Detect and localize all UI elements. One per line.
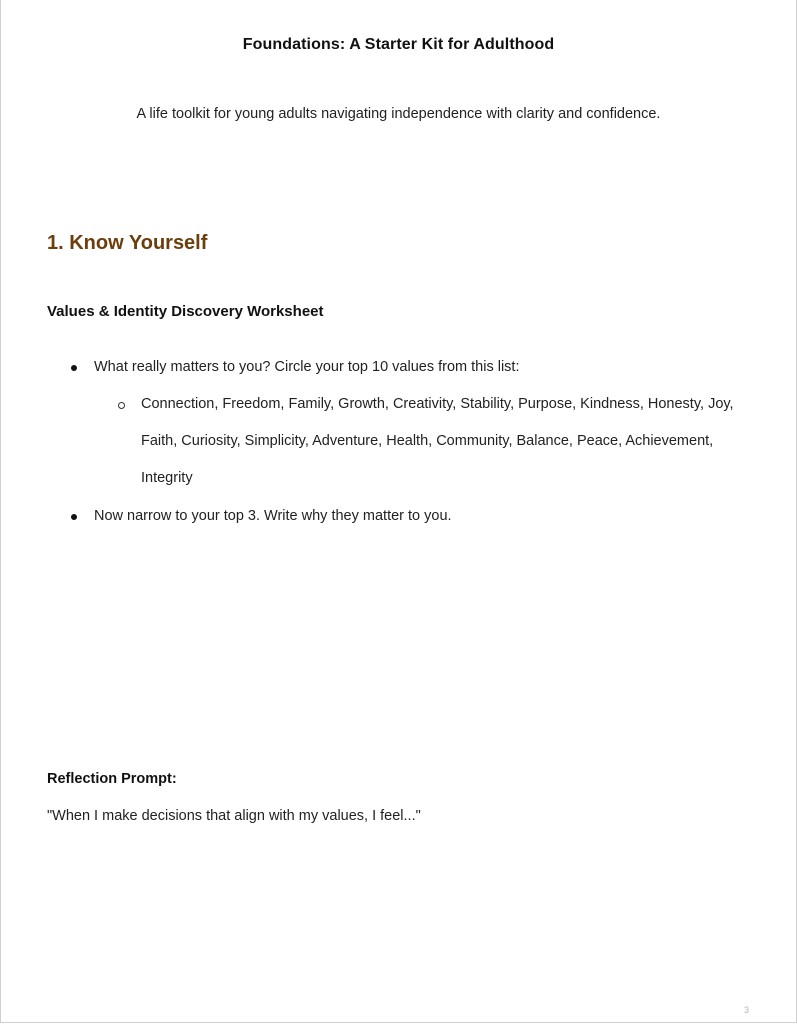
bullet-text: What really matters to you? Circle your top 10 values from this list: — [94, 359, 520, 375]
document-title: Foundations: A Starter Kit for Adulthood — [242, 36, 555, 53]
reflection-heading: Reflection Prompt: — [47, 771, 177, 787]
bullet-icon — [71, 365, 77, 371]
bullet-text: Now narrow to your top 3. Write why they matter to you. — [94, 508, 452, 524]
hollow-bullet-icon — [118, 402, 125, 409]
reflection-prompt: "When I make decisions that align with my values, I feel..." — [47, 808, 421, 824]
bullet-icon — [71, 514, 77, 520]
section-heading: 1. Know Yourself — [47, 232, 208, 254]
values-list-text: Connection, Freedom, Family, Growth, Creativity, Stability, Purpose, Kindness, Honesty, Joy, Faith, Curiosity, Simplicity, Adventure, Health, Community, Balance, Peace, Achievement, Integrity — [141, 396, 734, 486]
document-subtitle: A life toolkit for young adults navigating independence with clarity and confidence. — [136, 106, 661, 122]
worksheet-title: Values & Identity Discovery Worksheet — [47, 303, 324, 320]
page-number: 3 — [744, 1005, 750, 1015]
